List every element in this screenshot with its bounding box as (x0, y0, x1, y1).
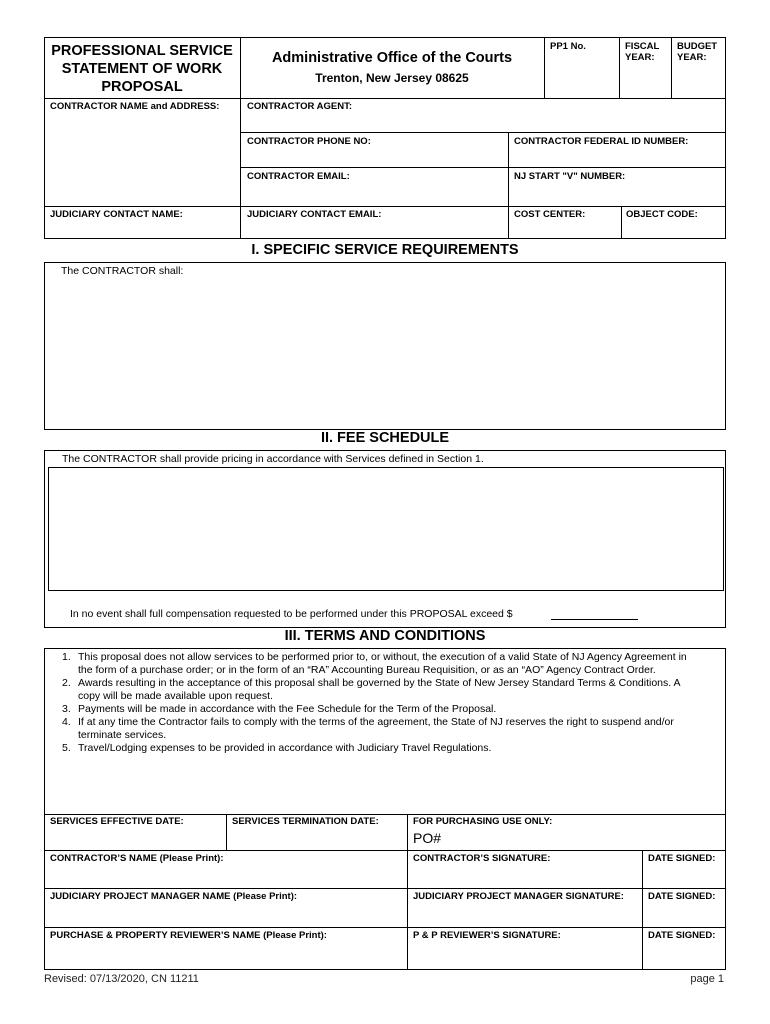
object-code-field[interactable]: OBJECT CODE: (626, 209, 698, 220)
reviewer-signature-field[interactable]: P & P REVIEWER’S SIGNATURE: (413, 930, 561, 941)
project-manager-date-signed-field[interactable]: DATE SIGNED: (648, 891, 716, 902)
project-manager-name-field[interactable]: JUDICIARY PROJECT MANAGER NAME (Please Print): (50, 891, 298, 902)
terms-list-item (48, 651, 698, 677)
section-3-title: III. TERMS AND CONDITIONS (284, 628, 486, 644)
reviewer-date-signed-field[interactable]: DATE SIGNED: (648, 930, 716, 941)
section-1-title: I. SPECIFIC SERVICE REQUIREMENTS (251, 242, 519, 258)
terms-list-item (48, 703, 698, 716)
page-number: page 1 (690, 973, 724, 985)
services-effective-date-field[interactable]: SERVICES EFFECTIVE DATE: (50, 816, 184, 827)
fee-schedule-table[interactable] (48, 467, 724, 591)
pp1-number-field[interactable]: PP1 No. (550, 41, 586, 52)
contractor-federal-id-field[interactable]: CONTRACTOR FEDERAL ID NUMBER: (514, 136, 689, 147)
purchasing-use-label: FOR PURCHASING USE ONLY: (413, 816, 553, 827)
contractor-signature-field[interactable]: CONTRACTOR’S SIGNATURE: (413, 853, 551, 864)
judiciary-contact-email-field[interactable]: JUDICIARY CONTACT EMAIL: (247, 209, 382, 220)
compensation-amount-field[interactable] (551, 619, 638, 620)
terms-item-number: 4. (62, 716, 71, 728)
terms-item-number: 2. (62, 677, 71, 689)
nj-start-v-number-field[interactable]: NJ START "V" NUMBER: (514, 171, 626, 182)
form-title: PROFESSIONAL SERVICE STATEMENT OF WORK PROPOSAL (51, 43, 233, 95)
terms-list-item (48, 742, 698, 755)
terms-item-number: 1. (62, 651, 71, 663)
po-number-field[interactable]: PO# (413, 830, 442, 846)
office-location: Trenton, New Jersey 08625 (315, 71, 469, 85)
terms-list-item (48, 716, 698, 742)
service-requirements-box[interactable] (44, 262, 726, 430)
terms-item-text: Travel/Lodging expenses to be provided in accordance with Judiciary Travel Regulations. (78, 742, 492, 754)
terms-item-number: 5. (62, 742, 71, 754)
fiscal-year-field[interactable]: FISCAL YEAR: (625, 41, 660, 63)
office-name: Administrative Office of the Courts (271, 50, 513, 66)
terms-list-item (48, 677, 698, 703)
service-requirements-intro: The CONTRACTOR shall: (61, 265, 184, 277)
project-manager-signature-field[interactable]: JUDICIARY PROJECT MANAGER SIGNATURE: (413, 891, 624, 902)
fee-schedule-intro: The CONTRACTOR shall provide pricing in accordance with Services defined in Section 1. (62, 453, 484, 465)
terms-item-text: If at any time the Contractor fails to comply with the terms of the agreement, the State of NJ reserves the right to suspend and/or terminate services. (78, 716, 674, 741)
compensation-limit-text: In no event shall full compensation requested to be performed under this PROPOSAL exceed $ (70, 608, 513, 620)
section-2-title: II. FEE SCHEDULE (320, 430, 450, 446)
contractor-email-field[interactable]: CONTRACTOR EMAIL: (247, 171, 350, 182)
terms-list (48, 651, 698, 755)
terms-item-number: 3. (62, 703, 71, 715)
contractor-date-signed-field[interactable]: DATE SIGNED: (648, 853, 716, 864)
contractor-name-address-field[interactable]: CONTRACTOR NAME and ADDRESS: (50, 101, 220, 112)
terms-item-text: Awards resulting in the acceptance of this proposal shall be governed by the State of New Jersey Standard Terms & Conditions. A copy will be made available upon request. (78, 677, 680, 702)
services-termination-date-field[interactable]: SERVICES TERMINATION DATE: (232, 816, 379, 827)
contractor-name-print-field[interactable]: CONTRACTOR’S NAME (Please Print): (50, 853, 224, 864)
cost-center-field[interactable]: COST CENTER: (514, 209, 586, 220)
judiciary-contact-name-field[interactable]: JUDICIARY CONTACT NAME: (50, 209, 183, 220)
terms-item-text: Payments will be made in accordance with the Fee Schedule for the Term of the Proposal. (78, 703, 497, 715)
budget-year-field[interactable]: BUDGET YEAR: (677, 41, 718, 63)
revision-note: Revised: 07/13/2020, CN 11211 (44, 973, 199, 985)
contractor-phone-field[interactable]: CONTRACTOR PHONE NO: (247, 136, 371, 147)
reviewer-name-field[interactable]: PURCHASE & PROPERTY REVIEWER’S NAME (Please Print): (50, 930, 327, 941)
contractor-agent-field[interactable]: CONTRACTOR AGENT: (247, 101, 353, 112)
terms-item-text: This proposal does not allow services to be performed prior to, or without, the execution of a valid State of NJ Agency Agreement in the form of a purchase order; or in the form of an “RA” Accounting Bureau Requisition, or as an “AO” Agency Contract Order. (78, 651, 687, 676)
